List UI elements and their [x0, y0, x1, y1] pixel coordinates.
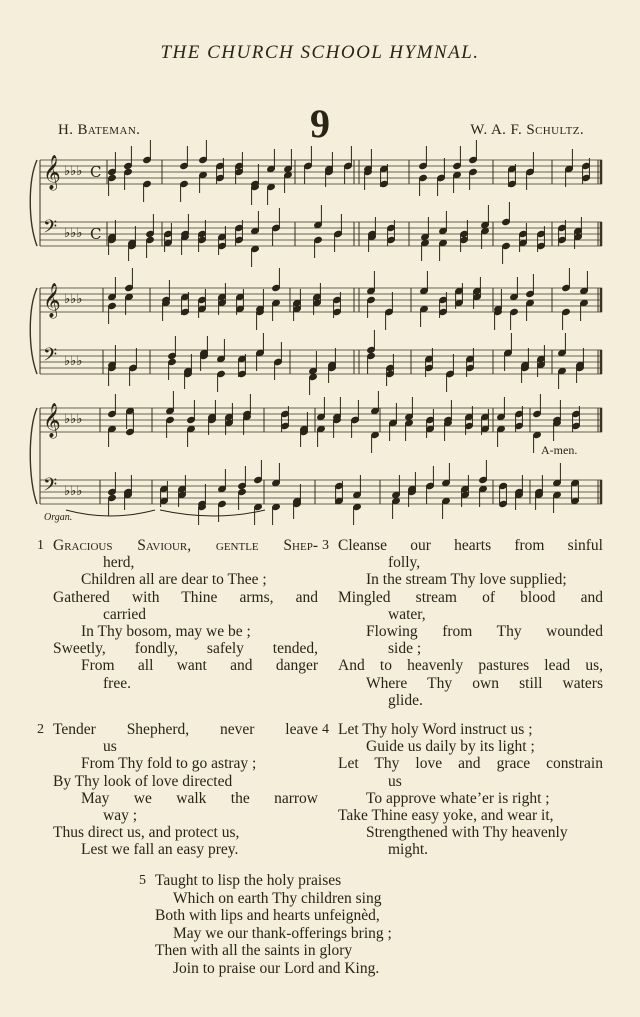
verse-number: 3: [322, 538, 329, 553]
verse-line: Which on earth Thy children sing: [173, 889, 382, 907]
verse-line: Lest we fall an easy prey.: [81, 841, 239, 859]
verse-line: Gathered with Thine arms, and: [53, 588, 318, 606]
verse-line: From all want and danger: [81, 657, 318, 675]
time-signature: C: [90, 225, 102, 243]
treble-clef: 𝄞: [43, 403, 61, 438]
verse-line: us: [103, 738, 117, 756]
verse-line: carried: [103, 605, 147, 623]
verse-line: Then with all the saints in glory: [155, 942, 353, 959]
composer-left: H. Bateman.: [58, 122, 141, 138]
verse-1: [37, 537, 318, 692]
verse-line: herd,: [103, 554, 135, 572]
verse-number: 2: [37, 722, 44, 737]
verse-line: Where Thy own still waters: [366, 674, 603, 692]
verse-line: Cleanse our hearts from sinful: [338, 537, 603, 554]
composer-right: W. A. F. Schultz.: [470, 122, 584, 138]
verse-line: By Thy look of love directed: [53, 772, 233, 790]
verse-line: Children all are dear to Thee ;: [81, 571, 267, 589]
verse-line: Take Thine easy yoke, and wear it,: [338, 807, 554, 825]
verse-line: And to heavenly pastures lead us,: [338, 657, 603, 675]
verse-4: [322, 721, 603, 859]
key-signature: ♭♭♭: [64, 484, 83, 499]
verse-5: [139, 872, 455, 977]
verse-3: [322, 537, 603, 709]
verse-line: Strengthened with Thy heavenly: [366, 824, 568, 842]
organ-label: Organ.: [44, 512, 73, 523]
verse-line: Tender Shepherd, never leave: [53, 721, 318, 738]
verse-line: Gracious Saviour, gentle Shep-: [53, 537, 318, 554]
verse-line: In the stream Thy love supplied;: [366, 571, 567, 589]
verse-line: To approve whate’er is right ;: [366, 789, 550, 807]
bass-clef: 𝄢: [43, 475, 58, 500]
verse-line: free.: [103, 674, 131, 692]
verse-line: water,: [388, 605, 426, 623]
verse-line: Join to praise our Lord and King.: [173, 959, 380, 977]
verse-line: glide.: [388, 691, 423, 709]
verse-line: Let Thy love and grace constrain: [338, 755, 603, 773]
verse-line: Taught to lisp the holy praises: [155, 872, 342, 889]
verse-line: May we our thank-offerings bring ;: [173, 924, 392, 942]
hymn-number: 9: [310, 101, 330, 146]
amen-label: A-men.: [541, 443, 578, 457]
verse-line: Thus direct us, and protect us,: [53, 824, 240, 842]
clefs: [43, 155, 101, 500]
verse-line: Sweetly, fondly, safely tended,: [53, 640, 318, 658]
verse-line: Let Thy holy Word instruct us ;: [338, 721, 533, 738]
key-signature: ♭♭♭: [64, 164, 83, 179]
verse-line: way ;: [103, 807, 138, 825]
verse-line: Guide us daily by its light ;: [366, 738, 535, 756]
bass-clef: 𝄢: [43, 345, 58, 370]
barlines: [30, 160, 601, 504]
key-signature: ♭♭♭: [64, 354, 83, 369]
verse-number: 5: [139, 873, 146, 888]
verse-line: In Thy bosom, may we be ;: [81, 623, 251, 641]
verse-line: Flowing from Thy wounded: [366, 623, 603, 641]
page-header: THE CHURCH SCHOOL HYMNAL.: [160, 42, 480, 63]
verse-line: May we walk the narrow: [81, 789, 318, 807]
key-signature: ♭♭♭: [64, 412, 83, 427]
notes: [66, 140, 590, 525]
key-signature: ♭♭♭: [64, 292, 83, 307]
verse-line: might.: [388, 841, 429, 859]
verse-number: 1: [37, 538, 44, 553]
time-signature: C: [90, 163, 102, 181]
verse-line: Mingled stream of blood and: [338, 588, 603, 606]
bass-clef: 𝄢: [43, 217, 58, 242]
verse-number: 4: [322, 722, 329, 737]
verse-line: folly,: [388, 554, 421, 572]
verse-line: From Thy fold to go astray ;: [81, 755, 257, 773]
verse-line: side ;: [388, 640, 422, 658]
verse-2: [37, 721, 318, 859]
treble-clef: 𝄞: [43, 155, 61, 190]
verse-line: us: [388, 772, 402, 790]
treble-clef: 𝄞: [43, 283, 61, 318]
verse-line: Both with lips and hearts unfeignèd,: [155, 907, 380, 924]
key-signature: ♭♭♭: [64, 226, 83, 241]
